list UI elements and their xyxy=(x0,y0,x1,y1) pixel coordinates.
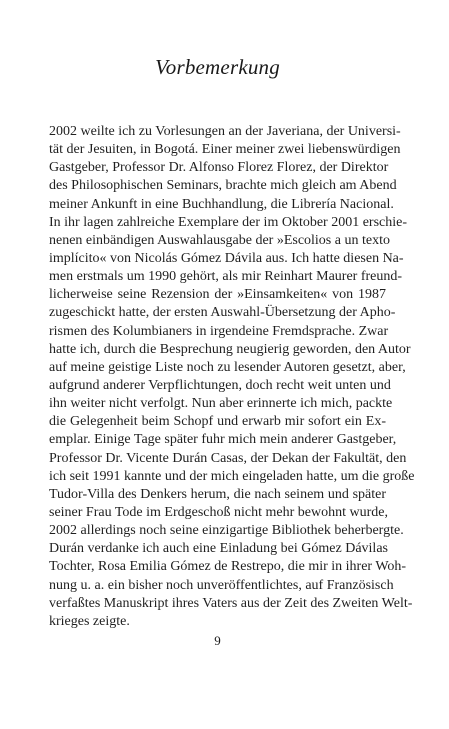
text-line: nung u. a. ein bisher noch unveröffentlichtes, auf Französisch xyxy=(49,577,394,593)
text-line: 2002 allerdings noch seine einzigartige Bibliothek beherbergte. xyxy=(49,523,404,539)
body-paragraph xyxy=(49,123,415,631)
text-line: men erstmals um 1990 gehört, als mir Reinhart Maurer freund- xyxy=(49,269,403,285)
text-line: des Philosophischen Seminars, brachte mich gleich am Abend xyxy=(49,178,397,194)
text-line: meiner Ankunft in eine Buchhandlung, die Librería Nacional. xyxy=(49,196,394,212)
text-line: In ihr lagen zahlreiche Exemplare der im Oktober 2001 erschie- xyxy=(49,214,408,230)
text-line: implícito« von Nicolás Gómez Dávila aus. Ich hatte diesen Na- xyxy=(49,250,404,266)
text-line: Durán verdanke ich auch eine Einladung bei Gómez Dávilas xyxy=(49,541,388,557)
text-line: Professor Dr. Vicente Durán Casas, der Dekan der Fakultät, den xyxy=(49,450,407,466)
text-line: rismen des Kolumbianers in irgendeine Fremdsprache. Zwar xyxy=(49,323,389,339)
text-line: seiner Frau Tode im Erdgeschoß nicht mehr bewohnt wurde, xyxy=(49,504,388,520)
chapter-heading: Vorbemerkung xyxy=(155,55,280,79)
text-line: ihn weiter nicht verfolgt. Nun aber erinnerte ich mich, packte xyxy=(49,396,393,412)
text-line: hatte ich, durch die Besprechung neugierig geworden, den Autor xyxy=(49,341,411,357)
text-line: auf meine geistige Liste noch zu lesender Autoren gesetzt, aber, xyxy=(49,359,406,375)
text-line: Tochter, Rosa Emilia Gómez de Restrepo, die mir in ihrer Woh- xyxy=(49,559,407,575)
text-line: ich seit 1991 kannte und der mich eingeladen hatte, um die große xyxy=(49,468,415,484)
text-line: die Gelegenheit beim Schopf und erwarb mir sofort ein Ex- xyxy=(49,414,386,430)
text-line: 2002 weilte ich zu Vorlesungen an der Javeriana, der Universi- xyxy=(49,124,401,139)
text-line: licherweise seine Rezension der »Einsamkeiten« von 1987 xyxy=(49,287,386,303)
text-line: Tudor-Villa des Denkers herum, die nach seinem und später xyxy=(49,486,386,502)
text-line: Gastgeber, Professor Dr. Alfonso Florez Florez, der Direktor xyxy=(49,160,389,176)
text-line: zugeschickt hatte, der ersten Auswahl-Übersetzung der Apho- xyxy=(49,305,396,321)
text-line: krieges zeigte. xyxy=(49,613,130,629)
text-line: aufgrund anderer Verpflichtungen, doch recht weit unten und xyxy=(49,377,391,393)
text-line: nenen einbändigen Auswahlausgabe der »Escolios a un texto xyxy=(49,232,390,248)
text-line: verfaßtes Manuskript ihres Vaters aus der Zeit des Zweiten Welt- xyxy=(49,595,413,611)
text-line: emplar. Einige Tage später fuhr mich mein anderer Gastgeber, xyxy=(49,432,397,448)
page-number: 9 xyxy=(214,633,221,648)
text-line: tät der Jesuiten, in Bogotá. Einer meiner zwei liebenswürdigen xyxy=(49,142,401,158)
